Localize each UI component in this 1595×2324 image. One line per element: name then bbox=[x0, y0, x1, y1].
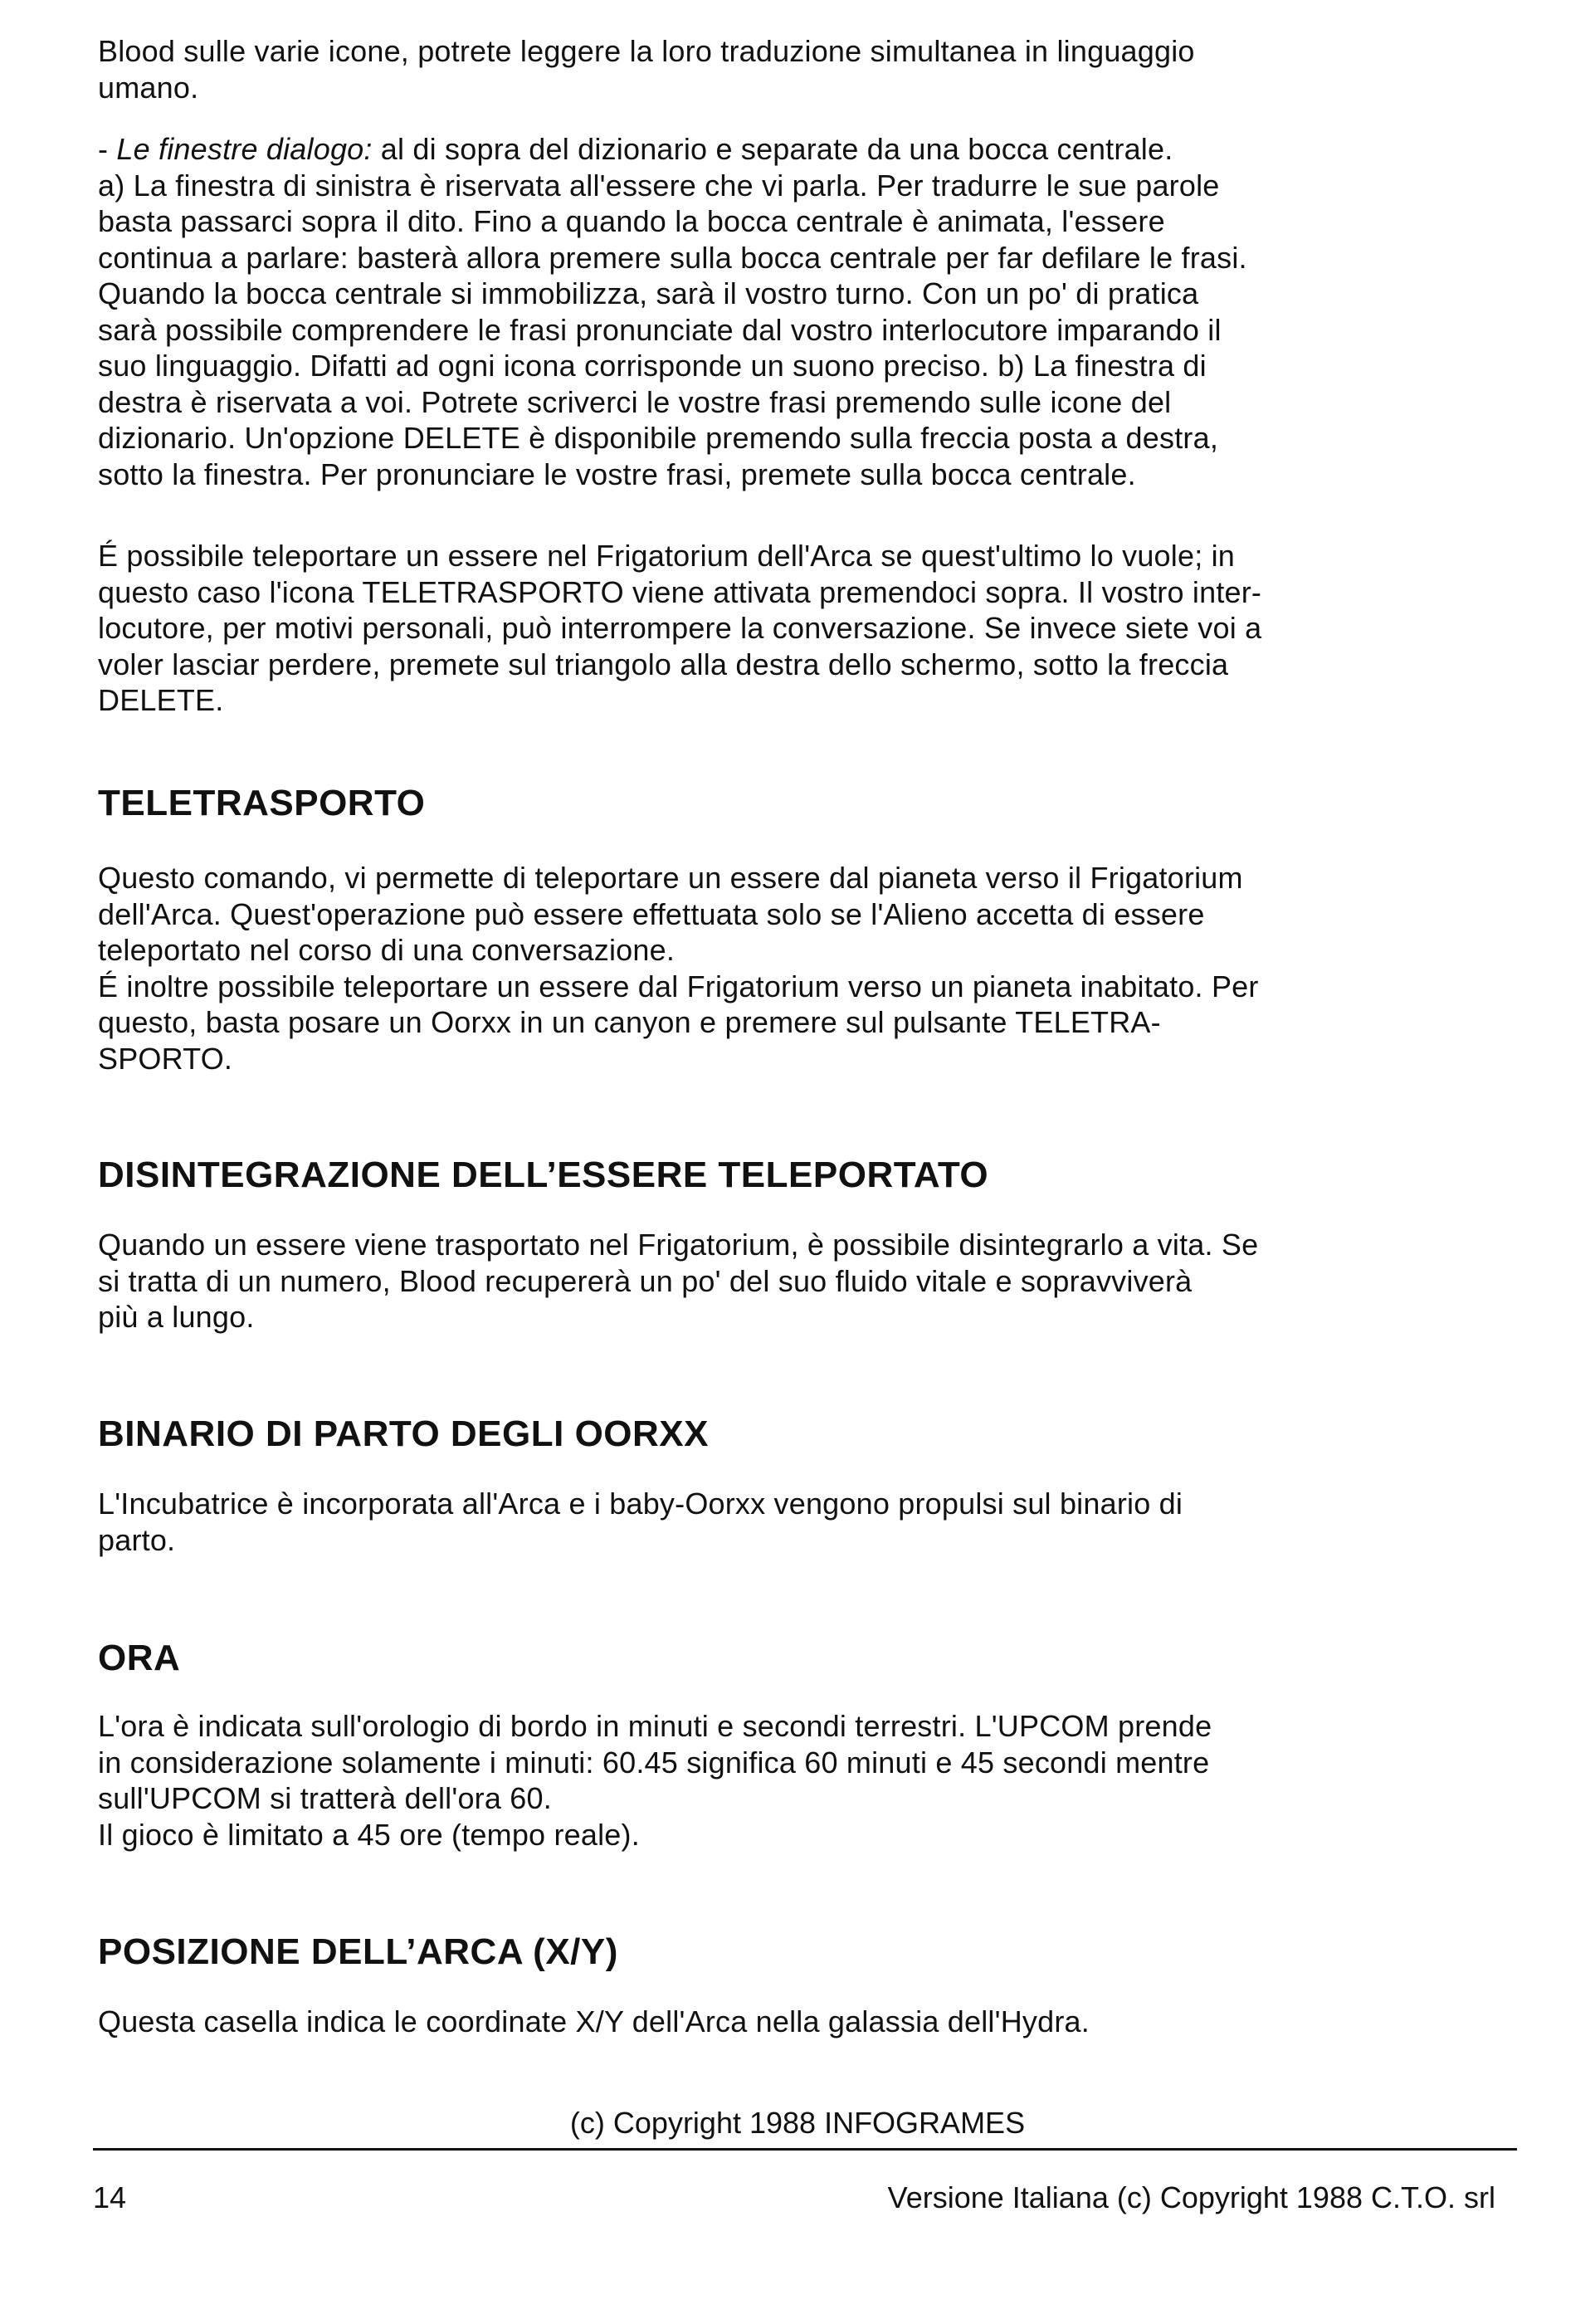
ora-paragraph bbox=[98, 1708, 1509, 1853]
section-heading-teletrasporto: TELETRASPORTO bbox=[98, 783, 426, 823]
text-line: locutore, per motivi personali, può interrompere la conversazione. Se invece siete voi a bbox=[98, 611, 1262, 645]
text-line bbox=[98, 131, 1509, 168]
list-dash: - bbox=[98, 132, 117, 166]
footer-version: Versione Italiana (c) Copyright 1988 C.T.O. srl bbox=[887, 2180, 1495, 2214]
disintegrazione-paragraph bbox=[98, 1227, 1509, 1335]
footer-copyright: (c) Copyright 1988 INFOGRAMES bbox=[569, 2106, 1026, 2140]
text-line: sotto la finestra. Per pronunciare le vostre frasi, premete sulla bocca centrale. bbox=[98, 456, 1136, 491]
teleport-paragraph bbox=[98, 538, 1509, 719]
text-line: Questa casella indica le coordinate X/Y dell'Arca nella galassia dell'Hydra. bbox=[98, 2004, 1090, 2038]
text-line: umano. bbox=[98, 70, 199, 105]
text-line: É possibile teleportare un essere nel Frigatorium dell'Arca se quest'ultimo lo vuole; in bbox=[98, 539, 1236, 573]
text-line: più a lungo. bbox=[98, 1300, 255, 1334]
text-line: Quando un essere viene trasportato nel Frigatorium, è possibile disintegrarlo a vita. Se bbox=[98, 1228, 1259, 1262]
dialog-windows-term: Le finestre dialogo: bbox=[116, 132, 373, 166]
section-heading-ora: ORA bbox=[98, 1638, 181, 1678]
text-line: si tratta di un numero, Blood recupererà un po' del suo fluido vitale e sopravviverà bbox=[98, 1263, 1193, 1298]
dialog-windows-paragraph bbox=[98, 131, 1509, 492]
teletrasporto-paragraph bbox=[98, 860, 1509, 1077]
text-line: dell'Arca. Quest'operazione può essere effettuata solo se l'Alieno accetta di essere bbox=[98, 896, 1205, 931]
text-line: continua a parlare: basterà allora premere sulla bocca centrale per far defilare le frasi. bbox=[98, 240, 1247, 275]
text-line: teleportato nel corso di una conversazione. bbox=[98, 933, 676, 967]
text-line: Quando la bocca centrale si immobilizza, sarà il vostro turno. Con un po' di pratica bbox=[98, 276, 1199, 310]
text-line: dizionario. Un'opzione DELETE è disponibile premendo sulla freccia posta a destra, bbox=[98, 421, 1219, 455]
text-line: sarà possibile comprendere le frasi pronunciate dal vostro interlocutore imparando il bbox=[98, 312, 1222, 347]
text-line: questo, basta posare un Oorxx in un canyon e premere sul pulsante TELETRA- bbox=[98, 1005, 1161, 1039]
text-line: in considerazione solamente i minuti: 60.45 significa 60 minuti e 45 secondi mentre bbox=[98, 1745, 1210, 1780]
text-line: Il gioco è limitato a 45 ore (tempo reale). bbox=[98, 1817, 640, 1852]
text-line: voler lasciar perdere, premete sul triangolo alla destra dello schermo, sotto la freccia bbox=[98, 647, 1229, 681]
text-line: sull'UPCOM si tratterà dell'ora 60. bbox=[98, 1781, 552, 1815]
text-line: basta passarci sopra il dito. Fino a quando la bocca centrale è animata, l'essere bbox=[98, 204, 1165, 238]
intro-paragraph bbox=[98, 33, 1509, 105]
text-line: suo linguaggio. Difatti ad ogni icona corrisponde un suono preciso. b) La finestra di bbox=[98, 349, 1207, 383]
text-line: parto. bbox=[98, 1522, 176, 1557]
text-line: destra è riservata a voi. Potrete scriverci le vostre frasi premendo sulle icone del bbox=[98, 384, 1172, 419]
text-line: SPORTO. bbox=[98, 1041, 233, 1076]
text-line: Blood sulle varie icone, potrete leggere la loro traduzione simultanea in linguaggio bbox=[98, 34, 1195, 68]
page-number: 14 bbox=[93, 2180, 127, 2214]
section-heading-binario: BINARIO DI PARTO DEGLI OORXX bbox=[98, 1413, 709, 1454]
text-line: a) La finestra di sinistra è riservata all'essere che vi parla. Per tradurre le sue parole bbox=[98, 168, 1220, 203]
section-heading-posizione: POSIZIONE DELL’ARCA (X/Y) bbox=[98, 1931, 618, 1972]
text-line: DELETE. bbox=[98, 683, 224, 717]
text-line: L'ora è indicata sull'orologio di bordo in minuti e secondi terrestri. L'UPCOM prende bbox=[98, 1709, 1212, 1743]
section-heading-disintegrazione: DISINTEGRAZIONE DELL’ESSERE TELEPORTATO bbox=[98, 1155, 989, 1195]
text-line: questo caso l'icona TELETRASPORTO viene attivata premendoci sopra. Il vostro inter- bbox=[98, 574, 1262, 609]
text-fragment: al di sopra del dizionario e separate da una bocca centrale. bbox=[372, 132, 1173, 166]
posizione-paragraph bbox=[98, 2004, 1509, 2040]
footer-divider bbox=[93, 2148, 1517, 2151]
text-line: É inoltre possibile teleportare un essere dal Frigatorium verso un pianeta inabitato. Per bbox=[98, 969, 1259, 1003]
text-line: Questo comando, vi permette di teleportare un essere dal pianeta verso il Frigatorium bbox=[98, 861, 1243, 895]
binario-paragraph bbox=[98, 1486, 1509, 1558]
text-line: L'Incubatrice è incorporata all'Arca e i baby-Oorxx vengono propulsi sul binario di bbox=[98, 1487, 1183, 1521]
